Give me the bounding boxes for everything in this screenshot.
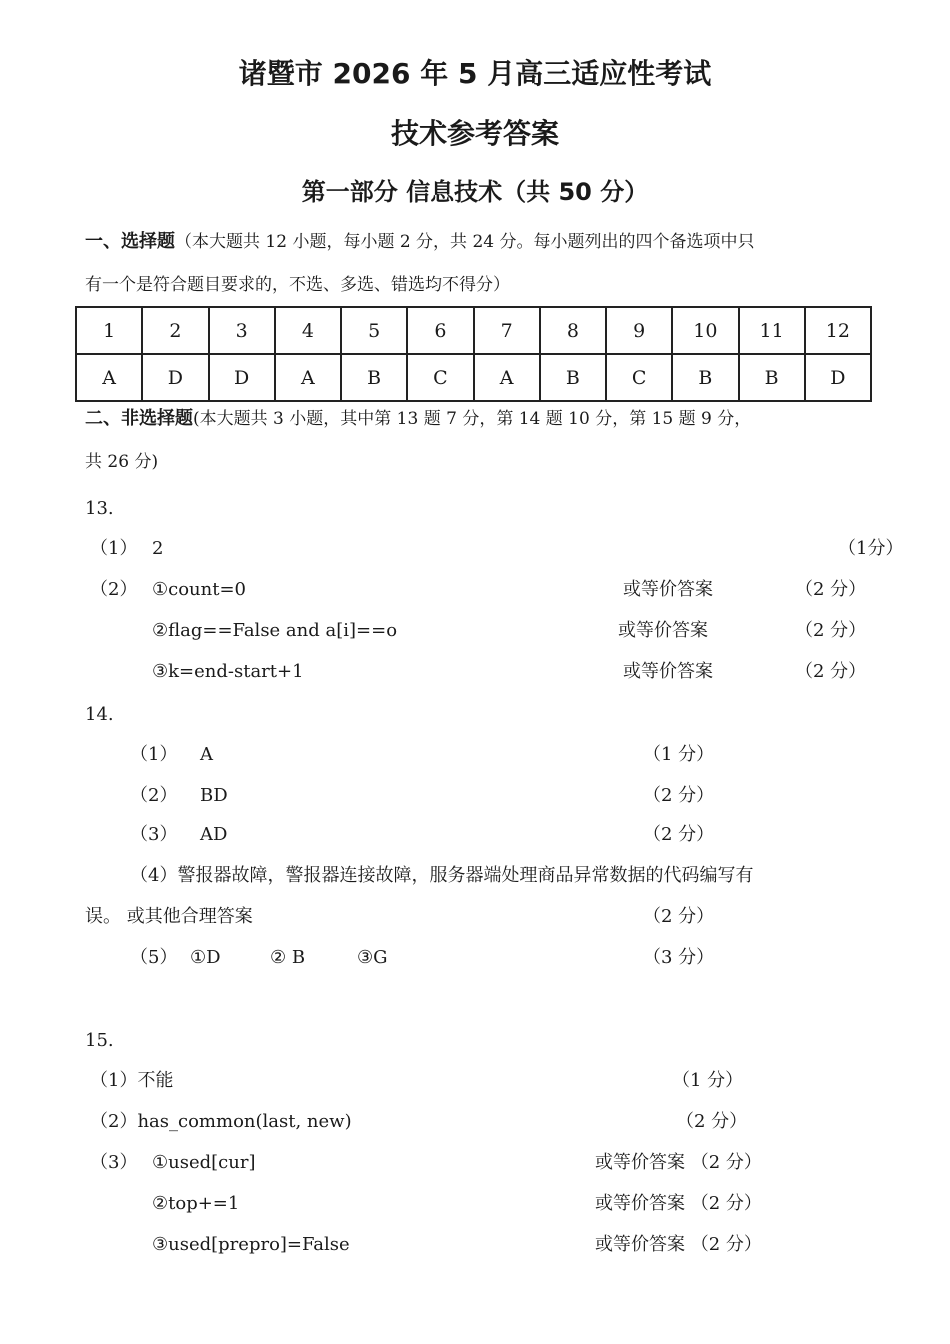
- q14-p3-answer: AD: [200, 824, 228, 845]
- q14-p5-answer-a: ①D: [190, 947, 221, 968]
- q15-p2-score: （2 分）: [676, 1111, 748, 1132]
- q14-p3-num: （3）: [130, 824, 178, 845]
- q15-p3-equiv-c: 或等价答案 （2 分）: [595, 1234, 762, 1255]
- q13-p2-equiv-c: 或等价答案: [623, 661, 713, 682]
- q15-p1-score: （1 分）: [672, 1070, 744, 1091]
- section2-desc: (本大题共 3 小题，其中第 13 题 7 分，第 14 题 10 分，第 15 题 9 分，: [193, 409, 752, 429]
- q15-p3-answer-a: ①used[cur]: [152, 1152, 256, 1173]
- answer-cell: C: [606, 354, 672, 401]
- section1-desc: （本大题共 12 小题，每小题 2 分，共 24 分。每小题列出的四个备选项中只: [175, 232, 755, 252]
- answer-cell: B: [341, 354, 407, 401]
- q13-label: 13.: [85, 498, 114, 519]
- q15-label: 15.: [85, 1030, 114, 1051]
- q14-p5-num: （5）: [130, 947, 178, 968]
- q13-p2-answer-c: ③k=end-start+1: [152, 661, 304, 682]
- section1-desc-line1: [85, 231, 755, 253]
- q14-p2-num: （2）: [130, 785, 178, 806]
- q13-p1-num: （1）: [90, 538, 138, 559]
- q13-p2-equiv-b: 或等价答案: [618, 620, 708, 641]
- answer-cell: B: [672, 354, 738, 401]
- q15-p3-answer-c: ③used[prepro]=False: [152, 1234, 350, 1255]
- section2-desc-line1: [85, 408, 751, 430]
- q13-p2-answer-b: ②flag==False and a[i]==o: [152, 620, 398, 641]
- question-number-cell: 11: [739, 307, 805, 354]
- section2-desc-line2: 共 26 分): [85, 452, 159, 472]
- answer-cell: C: [407, 354, 473, 401]
- exam-subtitle: 技术参考答案: [390, 117, 559, 150]
- question-number-cell: 10: [672, 307, 738, 354]
- q13-p1-score: （1分）: [838, 538, 904, 559]
- q15-p3-equiv-a: 或等价答案 （2 分）: [595, 1152, 762, 1173]
- question-number-cell: 6: [407, 307, 473, 354]
- q13-p2-score-c: （2 分）: [795, 661, 867, 682]
- q13-p2-equiv-a: 或等价答案: [623, 579, 713, 600]
- answer-cell: A: [474, 354, 540, 401]
- question-number-cell: 7: [474, 307, 540, 354]
- q14-p2-score: （2 分）: [643, 785, 715, 806]
- q13-p2-num: （2）: [90, 579, 138, 600]
- q15-p3-answer-b: ②top+=1: [152, 1193, 240, 1214]
- q14-p5-answer-b: ② B: [270, 947, 306, 968]
- answer-cell: B: [540, 354, 606, 401]
- section1-desc-line2: 有一个是符合题目要求的，不选、多选、错选均不得分）: [85, 275, 510, 295]
- q13-p1-answer: 2: [152, 538, 164, 559]
- q14-p4-line1: （4）警报器故障，警报器连接故障，服务器端处理商品异常数据的代码编写有: [130, 865, 754, 886]
- question-number-cell: 12: [805, 307, 871, 354]
- question-number-cell: 3: [209, 307, 275, 354]
- q14-p3-score: （2 分）: [643, 824, 715, 845]
- q14-p2-answer: BD: [200, 785, 228, 806]
- q14-p1-answer: A: [200, 744, 213, 765]
- q13-p2-score-b: （2 分）: [795, 620, 867, 641]
- question-number-cell: 5: [341, 307, 407, 354]
- answer-cell: D: [209, 354, 275, 401]
- answer-cell: A: [76, 354, 142, 401]
- answer-cell: D: [142, 354, 208, 401]
- q14-p4-line2: 误。 或其他合理答案: [85, 906, 253, 927]
- question-number-cell: 1: [76, 307, 142, 354]
- question-number-cell: 2: [142, 307, 208, 354]
- q13-p2-answer-a: ①count=0: [152, 579, 247, 600]
- q13-p2-score-a: （2 分）: [795, 579, 867, 600]
- answer-cell: B: [739, 354, 805, 401]
- section1-heading: 一、选择题: [85, 231, 175, 252]
- answer-table: [75, 306, 872, 402]
- question-number-cell: 4: [275, 307, 341, 354]
- q15-p2-answer: （2）has_common(last, new): [90, 1111, 352, 1132]
- answer-table-answers-row: [76, 354, 871, 401]
- q15-p1-answer: （1）不能: [90, 1070, 174, 1091]
- q14-p1-score: （1 分）: [643, 744, 715, 765]
- q15-p3-equiv-b: 或等价答案 （2 分）: [595, 1193, 762, 1214]
- exam-title: 诸暨市 2026 年 5 月高三适应性考试: [238, 57, 712, 90]
- answer-cell: D: [805, 354, 871, 401]
- q14-p1-num: （1）: [130, 744, 178, 765]
- question-number-cell: 8: [540, 307, 606, 354]
- q14-p5-answer-c: ③G: [357, 947, 388, 968]
- q15-p3-num: （3）: [90, 1152, 138, 1173]
- q14-p5-score: （3 分）: [643, 947, 715, 968]
- answer-cell: A: [275, 354, 341, 401]
- q14-label: 14.: [85, 704, 114, 725]
- q14-p4-score: （2 分）: [643, 906, 715, 927]
- answer-table-numbers-row: [76, 307, 871, 354]
- question-number-cell: 9: [606, 307, 672, 354]
- section2-heading: 二、非选择题: [85, 408, 193, 429]
- part-heading: 第一部分 信息技术（共 50 分）: [301, 178, 649, 206]
